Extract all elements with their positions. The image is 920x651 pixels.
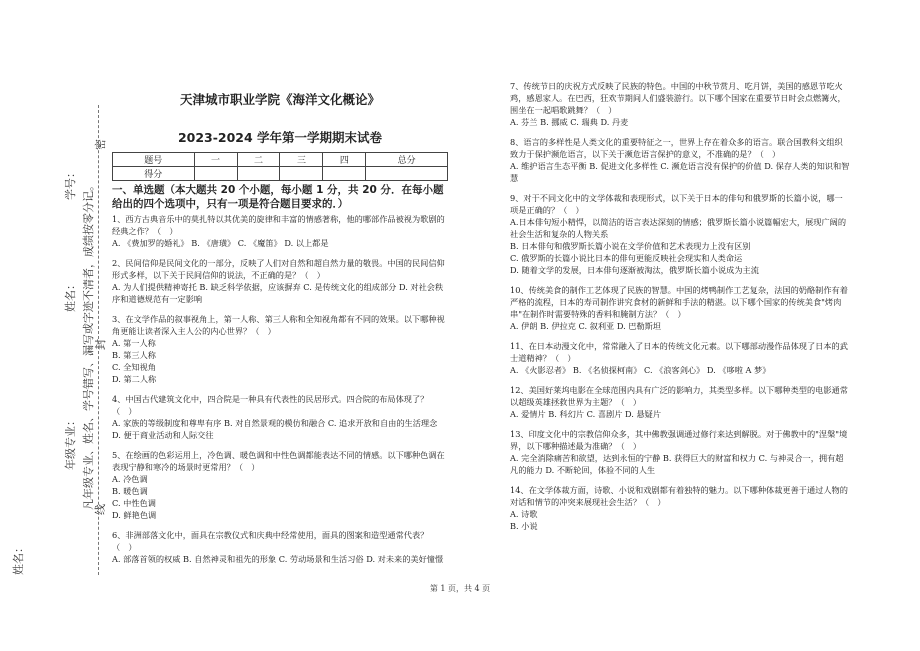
question-option: A. 第一人称 (112, 338, 156, 348)
score-cell: 总分 (366, 153, 448, 167)
score-table (112, 152, 448, 181)
question-item (112, 529, 448, 565)
question-option: A.日本俳句短小精悍，以简洁的语言表达深刻的情感；俄罗斯长篇小说篇幅宏大，展现广阔的社会生活和复杂的人物关系 (510, 217, 847, 239)
exam-subtitle: 2023-2024 学年第一学期期末试卷 (177, 130, 383, 145)
question-option: A. 伊朗 B. 伊拉克 C. 叙利亚 D. 巴勒斯坦 (510, 321, 662, 331)
question-stem: 11、在日本动漫文化中，常常融入了日本的传统文化元素。以下哪部动漫作品体现了日本的武士道精神？（ ） (510, 341, 848, 363)
binding-dashed-line (98, 105, 99, 575)
question-option: A. 家族的等级制度和尊卑有序 B. 对自然景观的模仿和融合 C. 追求开放和自由的生活理念 D. 便于商业活动和人际交往 (112, 418, 438, 440)
question-stem: 10、传统美食的制作工艺体现了民族的智慧。中国的烤鸭制作工艺复杂，法国的奶酪制作有着严格的流程，日本的寿司制作讲究食材的新鲜和手法的精湛。以下哪个国家的传统美食"烤肉串"在制作时需要特殊的香料和腌制方法？（ ） (510, 285, 848, 319)
question-option: A. 冷色调 (112, 474, 148, 484)
question-option: A. 诗歌 (510, 509, 538, 519)
question-option: B. 小说 (510, 521, 538, 531)
question-stem: 1、西方古典音乐中的莫扎特以其优美的旋律和丰富的情感著称，他的哪部作品被视为歌剧的经典之作？（ ） (112, 214, 445, 236)
question-item (510, 384, 850, 420)
question-list-left (112, 213, 448, 565)
question-stem: 8、语言的多样性是人类文化的重要特征之一，世界上存在着众多的语言。联合国教科文组织致力于保护濒危语言，以下关于濒危语言保护的意义，不准确的是？（ ） (510, 137, 843, 159)
question-item (510, 136, 850, 184)
question-option: D. 随着文学的发展，日本俳句逐渐被淘汰，俄罗斯长篇小说成为主流 (510, 265, 759, 275)
question-option: B. 暖色调 (112, 486, 148, 496)
grade-major-label: 年级专业： (64, 415, 77, 470)
seal-mark-feng: 封 (94, 339, 107, 350)
question-stem: 12、美国好莱坞电影在全球范围内具有广泛的影响力，其类型多样。以下哪种类型的电影通常以超级英雄拯救世界为主题？（ ） (510, 385, 848, 407)
score-cell[interactable] (323, 167, 366, 181)
question-stem: 5、在绘画的色彩运用上，冷色调、暖色调和中性色调都能表达不同的情感。以下哪种色调在表现宁静和寒冷的场景时更常用？（ ） (112, 450, 445, 472)
question-item (112, 449, 448, 521)
question-item (112, 313, 448, 385)
question-option: A. 爱情片 B. 科幻片 C. 喜剧片 D. 悬疑片 (510, 409, 662, 419)
question-option: C. 俄罗斯的长篇小说比日本的俳句更能反映社会现实和人类命运 (510, 253, 743, 263)
binding-notice: 凡年级专业、姓名、学号错写、漏写或字迹不清者，成绩按零分记。 (82, 180, 95, 510)
seal-mark-xian: 线 (94, 504, 107, 515)
question-option: A. 芬兰 B. 挪威 C. 瑞典 D. 丹麦 (510, 117, 629, 127)
name-label-bottom: 姓名： (12, 542, 25, 575)
question-option: A. 《费加罗的婚礼》 B. 《唐璜》 C. 《魔笛》 D. 以上都是 (112, 238, 329, 248)
question-item (510, 340, 850, 376)
exam-title: 天津城市职业学院《海洋文化概论》 (179, 92, 380, 107)
question-option: C. 中性色调 (112, 498, 156, 508)
score-cell[interactable] (280, 167, 323, 181)
question-stem: 2、民间信仰是民间文化的一部分，反映了人们对自然和超自然力量的敬畏。中国的民间信仰形式多样，以下关于民间信仰的说法，不正确的是？（ ） (112, 258, 445, 280)
question-stem: 4、中国古代建筑文化中，四合院是一种具有代表性的民居形式。四合院的布局体现了？（ ） (112, 394, 429, 416)
question-stem: 13、印度文化中的宗教信仰众多，其中佛教强调通过修行来达到解脱。对于佛教中的"涅槃"境界，以下哪种描述最为准确？（ ） (510, 429, 848, 451)
question-item (112, 393, 448, 441)
name-label: 姓名： (64, 279, 77, 312)
question-item (112, 213, 448, 249)
question-stem: 3、在文学作品的叙事视角上，第一人称、第三人称和全知视角都有不同的效果。以下哪种视角更能让读者深入主人公的内心世界？（ ） (112, 314, 445, 336)
score-cell[interactable] (194, 167, 237, 181)
score-cell: 得分 (113, 167, 195, 181)
seal-mark-mi: 密 (94, 139, 107, 150)
question-stem: 9、对于不同文化中的文学体裁和表现形式，以下关于日本的俳句和俄罗斯的长篇小说，哪一项是正确的？（ ） (510, 193, 843, 215)
score-cell[interactable] (366, 167, 448, 181)
score-cell[interactable] (237, 167, 280, 181)
right-column (510, 80, 850, 540)
question-option: B. 第三人称 (112, 350, 156, 360)
score-cell: 一 (194, 153, 237, 167)
question-item (510, 80, 850, 128)
score-table-header-row (113, 153, 448, 167)
question-option: A. 部落首领的权威 B. 自然神灵和祖先的形象 C. 劳动场景和生活习俗 D. 对未来的美好憧憬 (112, 554, 444, 564)
question-option: D. 第二人称 (112, 374, 157, 384)
question-item (510, 284, 850, 332)
question-stem: 14、在文学体裁方面，诗歌、小说和戏剧都有着独特的魅力。以下哪种体裁更善于通过人物的对话和情节的冲突来展现社会生活？（ ） (510, 485, 848, 507)
question-option: C. 全知视角 (112, 362, 156, 372)
question-stem: 7、传统节日的庆祝方式反映了民族的特色。中国的中秋节赏月、吃月饼，美国的感恩节吃火鸡，感恩家人。在巴西，狂欢节期间人们盛装游行。以下哪个国家在重要节日时会点燃篝火，围坐在一起唱歌跳舞？（ ） (510, 81, 846, 115)
question-list-right (510, 80, 850, 532)
question-option: A. 为人们提供精神寄托 B. 缺乏科学依据，应该摒弃 C. 是传统文化的组成部分 D. 对社会秩序和道德规范有一定影响 (112, 282, 444, 304)
score-cell: 题号 (113, 153, 195, 167)
question-stem: 6、非洲部落文化中，面具在宗教仪式和庆典中经常使用，面具的图案和造型通常代表？（ ） (112, 530, 429, 552)
page-footer: 第 1 页，共 4 页 (429, 584, 491, 593)
question-option: A. 维护语言生态平衡 B. 促进文化多样性 C. 濒危语言没有保护的价值 D. 保存人类的知识和智慧 (510, 161, 850, 183)
score-cell: 二 (237, 153, 280, 167)
question-item (510, 484, 850, 532)
question-option: D. 鲜艳色调 (112, 510, 157, 520)
binding-margin (0, 0, 110, 651)
question-option: A. 完全消除痛苦和欲望，达到永恒的宁静 B. 获得巨大的财富和权力 C. 与神灵合一，拥有超凡的能力 D. 不断轮回，体验不同的人生 (510, 453, 844, 475)
question-option: B. 日本俳句和俄罗斯长篇小说在文学价值和艺术表现力上没有区别 (510, 241, 751, 251)
left-column (112, 90, 448, 573)
section-heading: 一、单选题（本大题共 20 个小题，每小题 1 分，共 20 分．在每小题给出的四个选项中，只有一项是符合题目要求的．） (112, 184, 444, 210)
question-item (510, 192, 850, 276)
score-table-score-row (113, 167, 448, 181)
score-cell: 四 (323, 153, 366, 167)
student-id-label: 学号： (64, 167, 77, 200)
question-item (112, 257, 448, 305)
score-cell: 三 (280, 153, 323, 167)
question-option: A. 《火影忍者》 B. 《名侦探柯南》 C. 《浪客剑心》 D. 《哆啦 A 梦》 (510, 365, 771, 375)
question-item (510, 428, 850, 476)
